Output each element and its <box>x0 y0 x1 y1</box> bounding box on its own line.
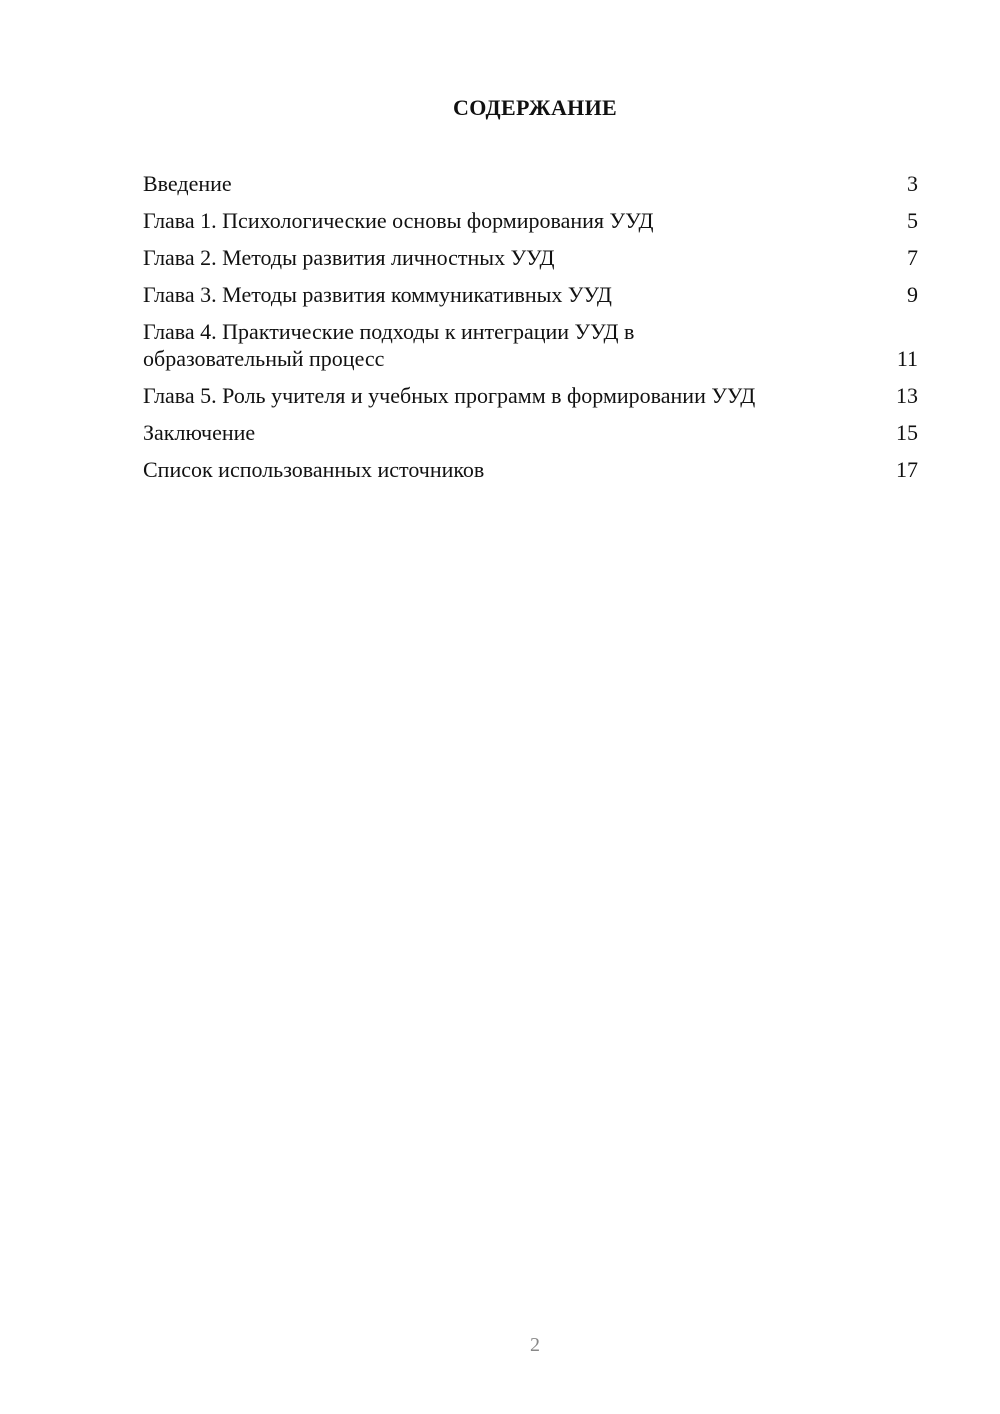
toc-entry-page: 11 <box>896 346 918 371</box>
toc-entry-title: Введение <box>143 171 232 196</box>
toc-entry-page: 5 <box>907 208 918 233</box>
toc-entry-page: 17 <box>896 457 918 482</box>
toc-entry-title: Глава 3. Методы развития коммуникативных УУД <box>143 282 612 307</box>
toc-entry-title: Глава 4. Практические подходы к интеграции УУД в образовательный процесс <box>143 319 635 371</box>
toc-entry-chapter-5[interactable] <box>143 382 918 409</box>
toc-entry-title: Глава 1. Психологические основы формирования УУД <box>143 208 654 233</box>
toc-entry-page: 7 <box>907 245 918 270</box>
toc-entry-chapter-4[interactable] <box>143 318 918 372</box>
toc-entry-page: 15 <box>896 420 918 445</box>
toc-entry-chapter-3[interactable] <box>143 281 918 308</box>
toc-entry-conclusion[interactable] <box>143 419 918 446</box>
toc-entry-page: 3 <box>907 171 918 196</box>
toc-entry-references[interactable] <box>143 456 918 483</box>
table-of-contents <box>143 170 918 493</box>
toc-entry-chapter-1[interactable] <box>143 207 918 234</box>
toc-entry-title: Глава 2. Методы развития личностных УУД <box>143 245 555 270</box>
toc-entry-introduction[interactable] <box>143 170 918 197</box>
toc-heading: СОДЕРЖАНИЕ <box>453 95 617 120</box>
toc-entry-title: Глава 5. Роль учителя и учебных программ в формировании УУД <box>143 383 756 408</box>
toc-entry-chapter-2[interactable] <box>143 244 918 271</box>
toc-entry-page: 9 <box>907 282 918 307</box>
toc-entry-title: Список использованных источников <box>143 457 485 482</box>
page-number: 2 <box>530 1334 540 1356</box>
toc-entry-title: Заключение <box>143 420 256 445</box>
toc-entry-page: 13 <box>896 383 918 408</box>
